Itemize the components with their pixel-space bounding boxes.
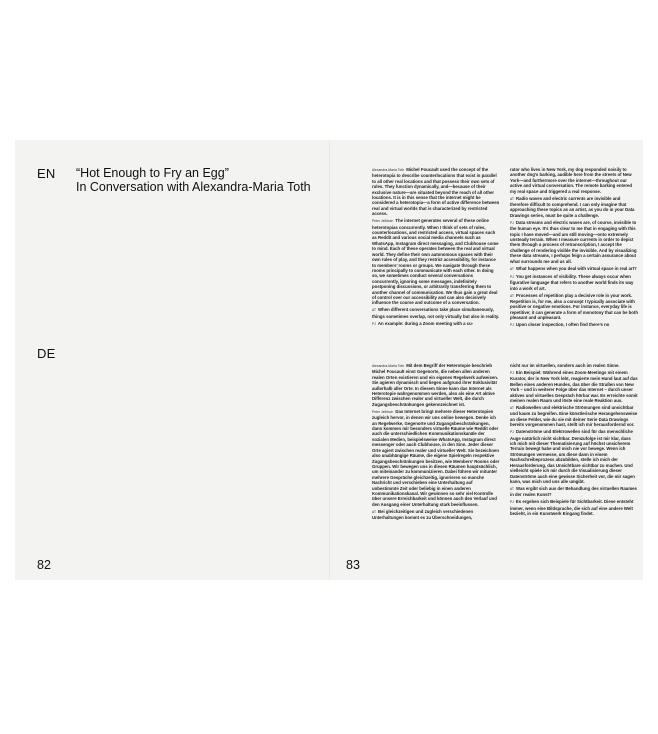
interview-paragraph [510,322,638,328]
interview-paragraph [510,370,638,403]
speaker-label: Alexandra-Maria Toth [372,168,405,172]
interview-paragraph [510,405,638,428]
paragraph-text: Radio waves and electric currents are invisible and therefore difficult to comprehend. I can only imagine that approaching these topics as an artist, as you do in your Data Drawings series, must be quite a challenge. [510,195,635,218]
paragraph-text: Radiowellen und elektrische Strömungen sind unsichtbar und kaum zu begreifen. Eine künstlerische Herangehensweise an diese Felder, wie du sie mit deiner Serie Data Drawings bereits vorgenommen hast, stellt ich mir herausfordernd vor. [510,405,638,428]
page-number-left: 82 [37,558,51,572]
german-column-1 [372,363,500,568]
interview-paragraph [510,274,638,291]
speaker-label: PJ [510,323,514,328]
paragraph-text: Es ergeben sich Beispiele für Sichtbarkeit. Diese entsteht immer, wenn eine Bildsprache, die sich auf eine andere Welt bezieht, in ein Kunstwerk Eingang findet. [510,499,634,517]
interview-paragraph [510,293,638,321]
book-gutter [329,140,330,580]
english-column-2 [510,167,638,332]
speaker-label: AT [510,293,515,298]
paragraph-text: Mit dem Begriff der Heterotopie beschrieb Michel Foucault einst Gegenorte, die neben allen anderen realen Orten existieren und ein eigenes Regelwerk aufweisen. Sie agieren dynamisch und liegen aufgrund ihrer Exklusivität außerhalb aller Orte. In diesem Sinne kann das Internet als Heterotopie wahrgenommen werden, also als eine Art aktive Differenz zwischen realer und virtueller Welt, die durch Zugangsbeschränkungen gekennzeichnet ist. [372,363,499,407]
paragraph-text: Data streams and electric waves are, of course, invisible to the human eye. It’s thus clear to me that in engaging with this topic I have moved—and am still moving—onto extremely unsteady terrain. When I measure currents in order to depict them through a process of retranscription, I accept the challenge of rendering visible the invisible. And by visualizing these data streams, I perhaps feign a certain assurance about what surrounds me and us all. [510,219,637,264]
language-label-en: EN [37,166,56,181]
interview-paragraph [372,409,500,507]
interview-paragraph [372,307,500,319]
article-title [76,166,316,194]
paragraph-text: Michel Foucault used the concept of the heterotopia to describe counterlocations that exist in parallel to all other real locations and that possess their own sets of rules. They function dynamically, and—because of their exclusive nature—are situated beyond the reach of all other locations. It is in this sense that the internet might be considered a heterotopia—a form of active difference between real and virtual worlds that is characterized by restricted access. [372,167,500,217]
paragraph-text: nicht nur im virtuellen, sondern auch im realen Sinne. [510,363,620,368]
paragraph-text: An example: during a Zoom meeting with a cu- [377,320,474,326]
title-line-1: “Hot Enough to Fry an Egg” [76,166,229,180]
interview-paragraph [510,167,638,194]
paragraph-text: Bei gleichzeitigen und zugleich verschiedenen Unterhaltungen kommt es zu Überschneidungen, [372,508,474,521]
speaker-label: AT [510,196,515,201]
speaker-label: PJ [510,220,514,225]
speaker-label: AT [510,486,515,491]
speaker-label: Peter Jellitsch [372,409,394,414]
interview-paragraph [372,363,500,407]
speaker-label: AT [372,509,377,514]
english-column-1 [372,167,500,332]
speaker-label: Peter Jellitsch [372,219,394,224]
interview-paragraph [372,321,500,327]
speaker-label: PJ [510,274,514,279]
interview-paragraph [510,499,638,516]
interview-paragraph [510,429,638,484]
paragraph-text: Upon closer inspection, I often find there’s no [515,322,610,328]
interview-paragraph [510,363,638,368]
paragraph-text: Datenströme und Elektrowellen sind für das menschliche Auge natürlich nicht sichtbar. Demzufolge ist mir klar, dass ich mich mit dieser Thematisierung auf höchst unsicherem Terrain bewegt habe und mich nie vor bewege. Wenn ich Strömungen vermesse, um diese dann in einem Nachschreibeprozess abzubilden, stelle ich mich der Herausforderung, das Unsichtbare sichtbar zu machen. Und vielleicht spiele ich mir durch die Visualisierung dieser Datenströme auch eine gewisse Sicherheit vor, die mir sagen kann, was mich und uns alle umgibt. [510,429,635,484]
paragraph-text: Das Internet bringt mehrere dieser Heterotopien zugleich hervor, in denen wir uns online bewegen. Denke ich an Regelwerke, Gegenorte und Zugangsbeschränkungen, dann kommen mir besonders virtuelle Räume wie Reddit oder auch die unterschiedlichen Kommunikationskanäle der sozialen Medien, beispielsweise WhatsApp, Instagram direct messenger oder auch Clubhouse, in den Sinn. Jeder dieser Orte agiert zwischen realer und virtueller Welt. Sie bezeichnen also unabhängige Räume, die eigene Spielregeln respektive Zugangsbeschränkungen besitzen, wie Members’ Rooms oder Gruppen. Wir bewegen uns in diesen Räumen hauptsächlich, um miteinander zu kommunizieren. Dabei führen wir mitunter mehrere Gespräche gleichzeitig, ignorieren so manche Nachricht und verschieben eine Unterhaltung auf unbestimmte Zeit oder beliebig in einen anderen Kommunikationskanal. Wir gewinnen so sehr viel Kontrolle über unsere Erreichbarkeit und können auch den Verlauf und den Ausgang einer Unterhaltung stark beeinflussen. [372,408,500,507]
speaker-label: PJ [510,430,514,435]
paragraph-text: What happens when you deal with virtual space in real art? [516,265,637,271]
speaker-label: Alexandra-Maria Toth [372,364,405,368]
language-label-de: DE [37,346,56,361]
paragraph-text: Was ergibt sich aus der Behandlung des virtuellen Raumes in der realen Kunst? [510,485,637,498]
interview-paragraph [510,486,638,498]
speaker-label: AT [510,266,515,271]
german-column-2 [510,363,638,517]
paragraph-text: The internet generates several of these online heterotopias concurrently. When I think of sets of rules, counterlocations, and restricted access, virtual spaces such as Reddit and various social media channels such as WhatsApp, Instagram direct messaging, and Clubhouse come to mind. Each of these operates between the real and virtual world. They define their own autonomous spaces with their own rules of play, and they restrict accessibility, for instance to members’ rooms or groups. We navigate through these rooms principally to communicate with each other. In doing so, we sometimes conduct several conversations concurrently, ignoring some messages, indefinitely postponing discussions, or arbitrarily transferring them to another channel of communication. We thus gain a great deal of control over our accessibility and can also decisively influence the course and outcome of a conversation. [372,218,499,306]
interview-paragraph [372,509,500,521]
paragraph-text: You get instances of visibility. These always occur when figurative language that refers to another world finds its way into a work of art. [510,273,634,291]
paragraph-text: Processes of repetition play a decisive role in your work. Repetition is, for me, also a concept I typically associate with positive or negative emotions. For instance, everyday life is repetitive; it can generate a form of monotony that can be both pleasant and unpleasant. [510,292,638,321]
title-line-2: In Conversation with Alexandra-Maria Toth [76,180,311,194]
interview-paragraph [510,196,638,219]
page-number-right: 83 [346,558,360,572]
interview-paragraph [510,266,638,272]
speaker-label: PJ [372,321,376,326]
speaker-label: AT [510,406,515,411]
speaker-label: PJ [510,371,514,375]
paragraph-text: rator who lives in New York, my dog responded noisily to another dog’s barking, audible here from the streets of New York—and furthermore over the internet—throughout our active and virtual conversation. The remote barking entered my real space and triggered a real response. [510,167,633,194]
paragraph-text: When different conversations take place simultaneously, things sometimes overlap, not only virtually but also in reality. [372,307,500,319]
paragraph-text: Ein Beispiel: Während eines Zoom-Meetings mit einem Kurator, der in New York lebt, reagierte mein Hund laut auf das Bellen eines anderen Hundes, das über die Straßen von New York – und in weiterer Folge über das Internet – durch unser aktives und virtuelles Gespräch hörbar war. Es erreichte somit meinen realen Raum und löste eine reale Reaktion aus. [510,370,638,404]
interview-paragraph [510,220,638,264]
interview-paragraph [372,218,500,306]
interview-paragraph [372,167,500,217]
speaker-label: AT [372,308,377,313]
speaker-label: PJ [510,500,514,505]
